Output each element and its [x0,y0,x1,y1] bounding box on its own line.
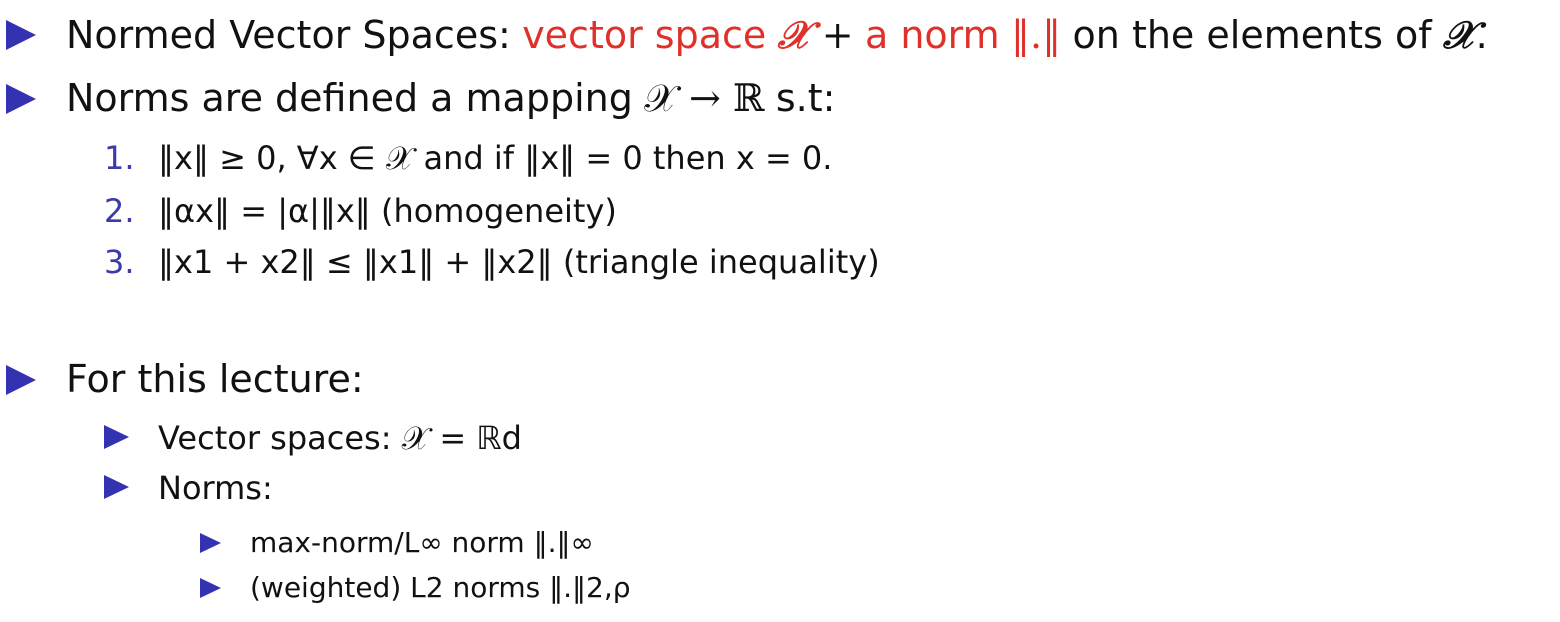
bullet-norm-definition [66,76,835,121]
bullet1-label: Normed Vector Spaces: [66,13,511,57]
sub-bullet-marker-icon [104,475,129,499]
bullet1-tail: on the elements of [1072,13,1432,57]
bullet1-plus: + [821,13,854,57]
sub-bullet-marker-icon [104,425,129,449]
sub-sub-bullet-marker-icon [200,533,221,553]
bullet1-norm-symbol: ‖.‖ [1011,13,1062,57]
norm-type-weighted-l2: (weighted) L2 norms ‖.‖2,ρ [250,571,631,604]
property-number: 2. [104,192,135,230]
bullet-for-this-lecture: For this lecture: [66,357,364,401]
property-number: 1. [104,139,135,177]
bullet2-tail: s.t: [775,76,836,120]
property-homogeneity: ‖αx‖ = |α|‖x‖ (homogeneity) [158,192,617,230]
bullet1-space-symbol: 𝒳 [777,12,811,57]
bullet-normed-vector-spaces [66,12,1488,58]
sub-bullet-vector-spaces: Vector spaces: 𝒳 = ℝd [158,419,522,457]
property-number: 3. [104,243,135,281]
bullet-marker-icon [6,365,36,395]
sub-sub-bullet-marker-icon [200,578,221,598]
bullet1-tail-symbol: 𝒳 [1442,12,1476,57]
property-non-negativity: ‖x‖ ≥ 0, ∀x ∈ 𝒳 and if ‖x‖ = 0 then x = 0. [158,139,833,177]
bullet2-mapping: 𝒳 → ℝ [644,76,765,120]
bullet1-highlight-prefix: vector space [522,13,767,57]
norm-type-max-norm: max-norm/L∞ norm ‖.‖∞ [250,526,594,559]
sub-bullet-norms: Norms: [158,469,273,507]
property-triangle-inequality: ‖x1 + x2‖ ≤ ‖x1‖ + ‖x2‖ (triangle inequality) [158,243,880,281]
bullet-marker-icon [6,84,36,114]
bullet2-label: Norms are defined a mapping [66,76,633,120]
bullet1-tail-end: . [1475,13,1488,57]
bullet-marker-icon [6,20,36,50]
bullet1-highlight-suffix: a norm [864,13,1000,57]
